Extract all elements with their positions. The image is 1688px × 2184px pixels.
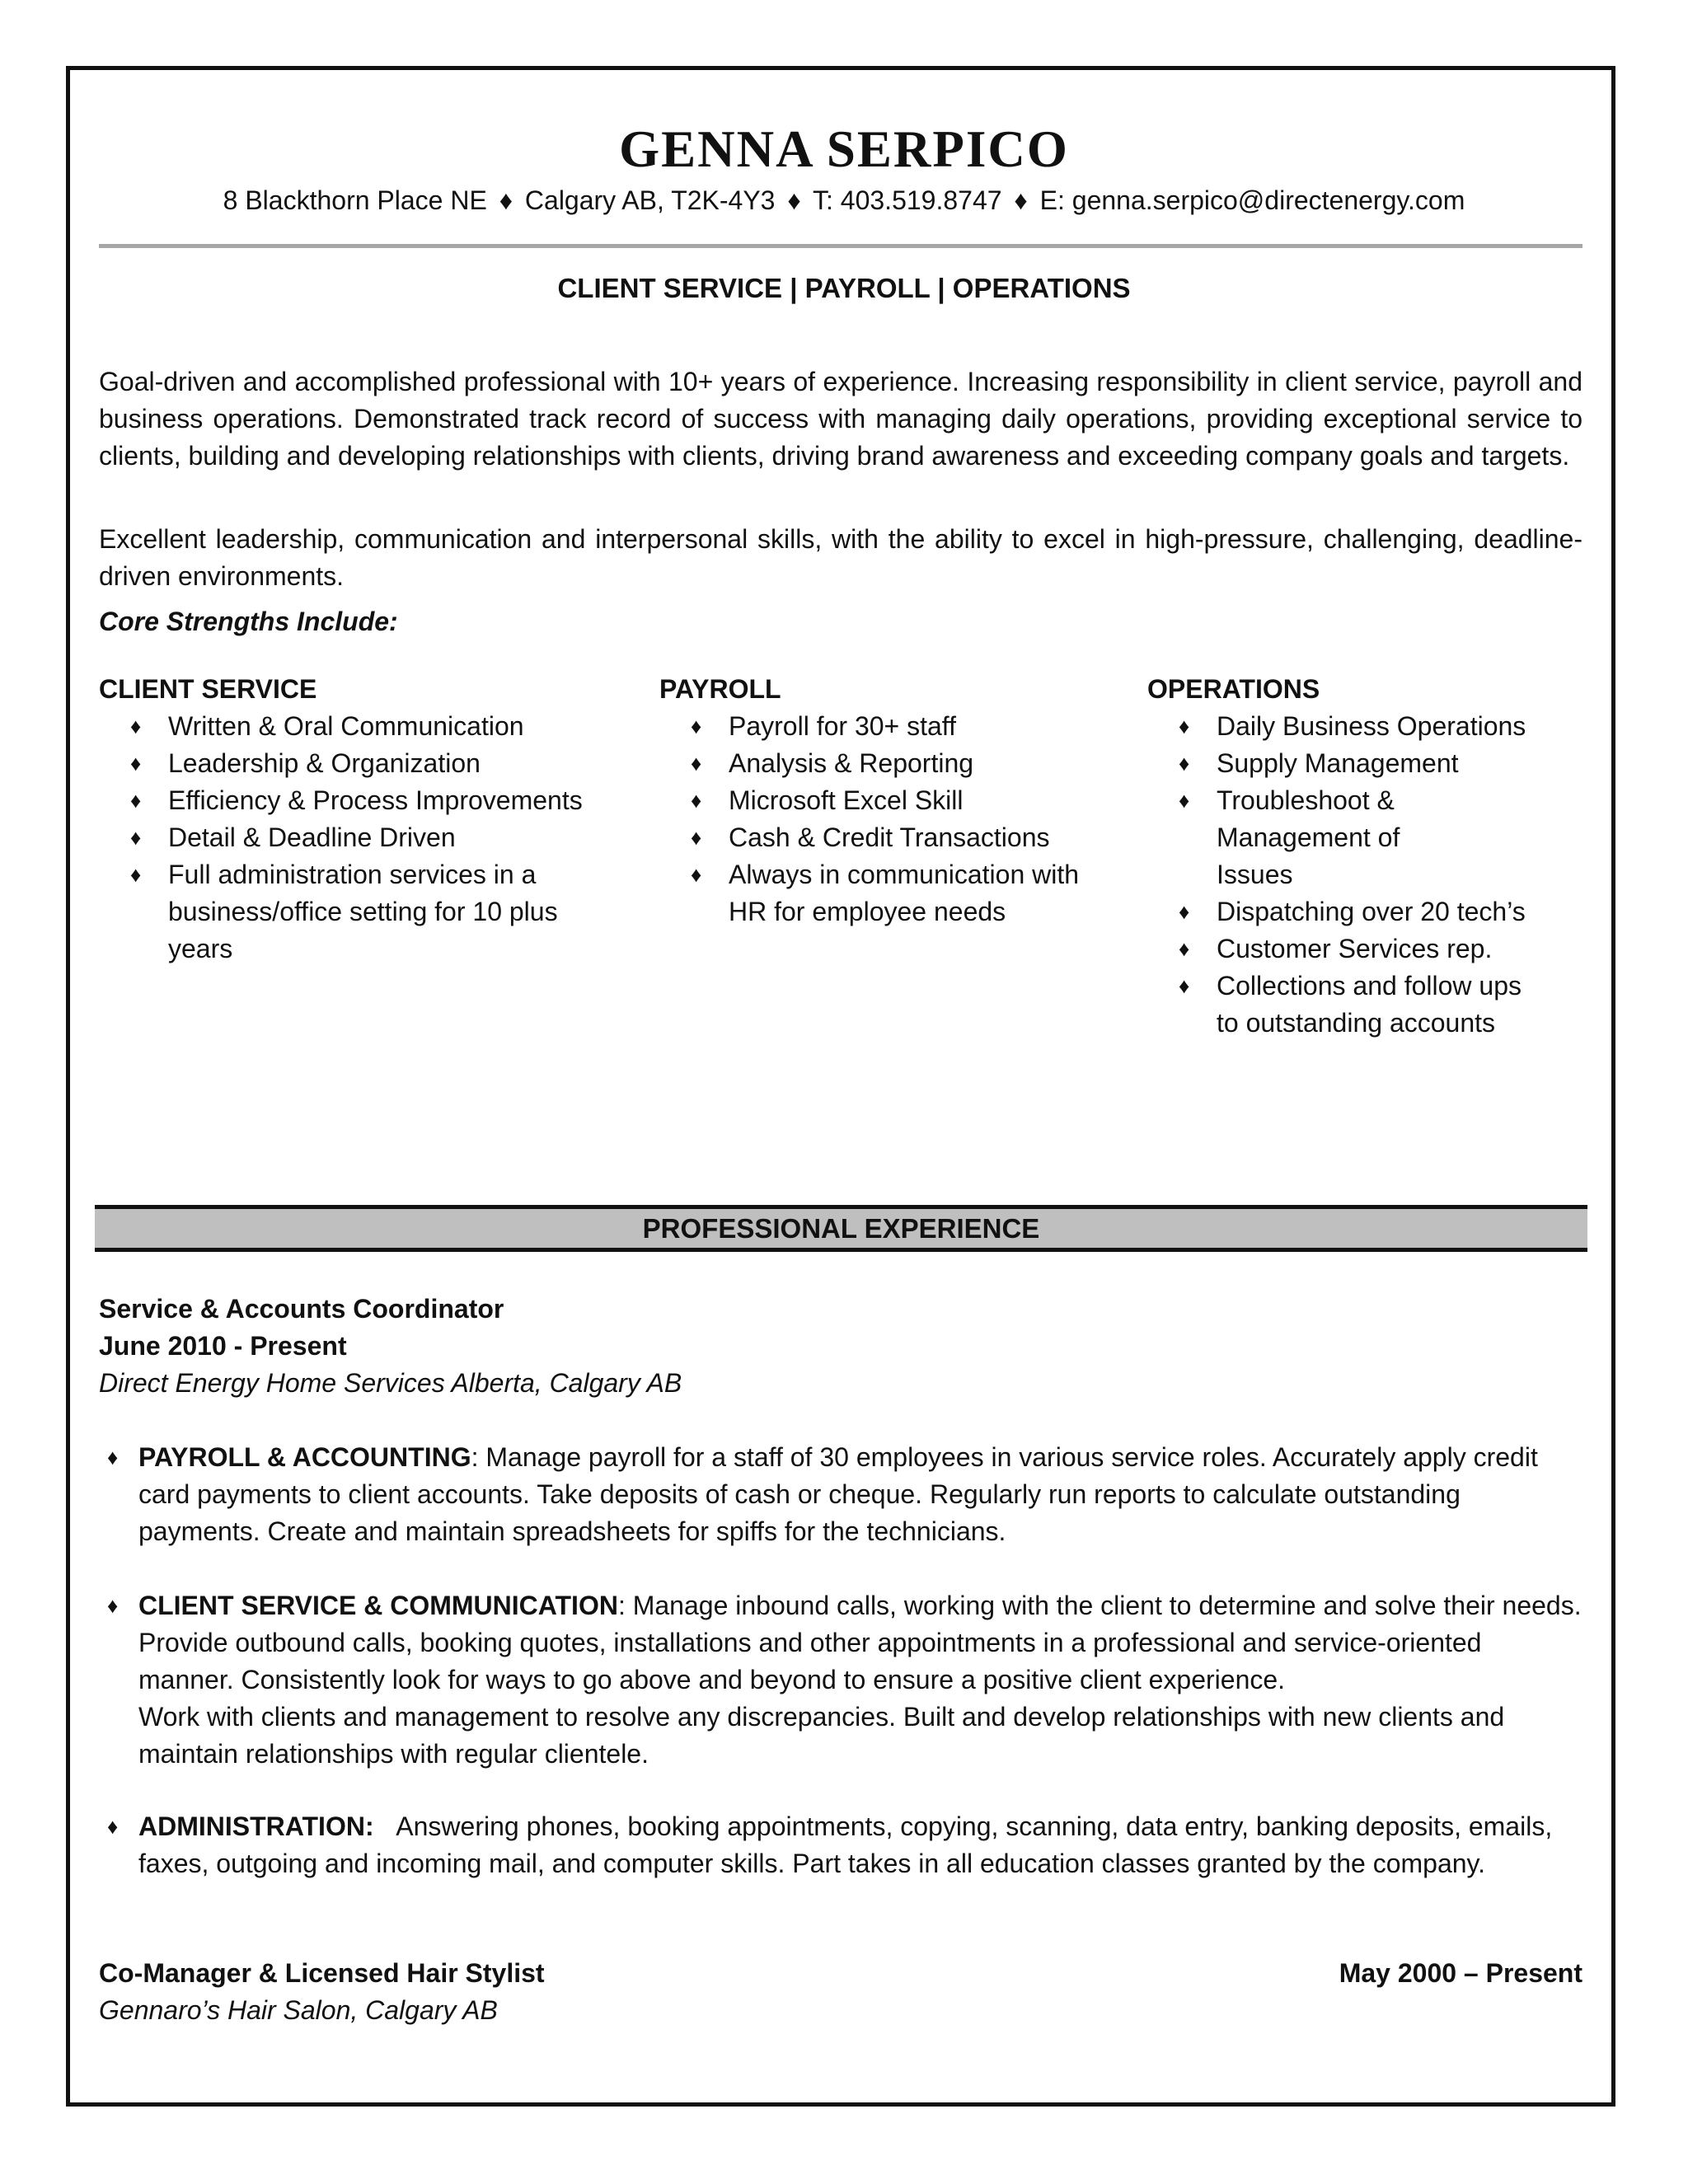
- list-item-text: Efficiency & Process Improvements: [168, 785, 583, 815]
- summary-paragraph-2: Excellent leadership, communication and interpersonal skills, with the ability to excel in high-pressure, challenging, deadline-driven environments.: [99, 524, 1582, 591]
- core-strengths-title: Core Strengths Include:: [99, 607, 398, 636]
- list-item-text: Written & Oral Communication: [168, 711, 524, 741]
- responsibility-payroll: [99, 1439, 1582, 1550]
- diamond-bullet-icon: ♦: [130, 825, 142, 850]
- list-item-text: Supply Management: [1217, 748, 1459, 778]
- list-item: [99, 708, 626, 745]
- list-item: [1147, 968, 1576, 1042]
- contact-line: [0, 184, 1688, 217]
- list-item-text: Customer Services rep.: [1217, 934, 1493, 963]
- list-item: [659, 856, 1121, 930]
- responsibility-label: ADMINISTRATION:: [138, 1811, 374, 1841]
- diamond-bullet-icon: ♦: [130, 714, 142, 738]
- list-item: [1147, 745, 1576, 782]
- strengths-list: [1147, 708, 1576, 1042]
- diamond-bullet-icon: ♦: [1179, 973, 1190, 998]
- strengths-heading: CLIENT SERVICE: [99, 674, 317, 704]
- list-item: [99, 782, 626, 819]
- list-item-text: Detail & Deadline Driven: [168, 823, 456, 852]
- list-item-text: Analysis & Reporting: [729, 748, 974, 778]
- list-item-text: Dispatching over 20 tech’s: [1217, 897, 1526, 926]
- responsibility-label: CLIENT SERVICE & COMMUNICATION: [138, 1591, 618, 1620]
- diamond-separator-icon: ♦: [1014, 185, 1028, 215]
- diamond-bullet-icon: ♦: [130, 862, 142, 887]
- responsibility-description: Answering phones, booking appointments, copying, scanning, data entry, banking deposits, emails, faxes, outgoing and incoming mail, and computer skills. Part takes in all education classes granted by the company.: [138, 1811, 1553, 1878]
- diamond-bullet-icon: ♦: [1179, 899, 1190, 924]
- list-item: [1147, 708, 1576, 745]
- list-item: [99, 819, 626, 856]
- diamond-bullet-icon: ♦: [107, 1814, 119, 1839]
- job-dates: June 2010 - Present: [99, 1331, 347, 1361]
- city: Calgary AB, T2K-4Y3: [524, 185, 776, 215]
- list-item: [1147, 893, 1576, 930]
- address: 8 Blackthorn Place NE: [223, 185, 487, 215]
- list-item-text: Collections and follow ups to outstanding accounts: [1217, 971, 1522, 1038]
- strengths-column-payroll: [659, 671, 1121, 930]
- diamond-bullet-icon: ♦: [1179, 936, 1190, 961]
- strengths-heading: OPERATIONS: [1147, 674, 1320, 704]
- list-item-text: Leadership & Organization: [168, 748, 481, 778]
- list-item-text: Cash & Credit Transactions: [729, 823, 1050, 852]
- diamond-bullet-icon: ♦: [691, 714, 702, 738]
- responsibility-text: [99, 1587, 1582, 1699]
- responsibility-administration: [99, 1808, 1582, 1882]
- list-item: [1147, 782, 1576, 893]
- list-item-text: Payroll for 30+ staff: [729, 711, 956, 741]
- diamond-separator-icon: ♦: [787, 185, 801, 215]
- list-item: [99, 856, 626, 968]
- list-item-text: Troubleshoot & Management of Issues: [1217, 785, 1400, 889]
- tagline: CLIENT SERVICE | PAYROLL | OPERATIONS: [557, 273, 1131, 303]
- list-item: [659, 745, 1121, 782]
- diamond-bullet-icon: ♦: [691, 751, 702, 776]
- list-item-text: Always in communication with HR for employee needs: [729, 860, 1080, 926]
- header-divider: [99, 244, 1582, 248]
- responsibility-description: : Manage payroll for a staff of 30 employees in various service roles. Accurately apply credit card payments to client accounts. Take deposits of cash or cheque. Regularly run reports to calculate outstanding payments. Create and maintain spreadsheets for spiffs for the technicians.: [138, 1442, 1538, 1546]
- list-item: [659, 708, 1121, 745]
- responsibility-text: [99, 1439, 1582, 1550]
- responsibility-description-continued: Work with clients and management to resolve any discrepancies. Built and develop relationships with new clients and maintain relationships with regular clientele.: [138, 1702, 1505, 1769]
- diamond-bullet-icon: ♦: [691, 862, 702, 887]
- job-dates: May 2000 – Present: [1339, 1958, 1582, 1988]
- diamond-bullet-icon: ♦: [1179, 751, 1190, 776]
- diamond-bullet-icon: ♦: [691, 825, 702, 850]
- responsibility-client-service: [99, 1587, 1582, 1773]
- strengths-column-client-service: [99, 671, 626, 968]
- list-item-text: Daily Business Operations: [1217, 711, 1526, 741]
- list-item-text: Microsoft Excel Skill: [729, 785, 964, 815]
- strengths-column-operations: [1147, 671, 1576, 1042]
- diamond-bullet-icon: ♦: [1179, 788, 1190, 813]
- job-title: Service & Accounts Coordinator: [99, 1294, 504, 1324]
- strengths-list: [99, 708, 626, 968]
- list-item: [1147, 930, 1576, 968]
- candidate-name: GENNA SERPICO: [619, 120, 1069, 178]
- diamond-bullet-icon: ♦: [107, 1593, 119, 1618]
- responsibility-label: PAYROLL & ACCOUNTING: [138, 1442, 471, 1472]
- diamond-bullet-icon: ♦: [130, 751, 142, 776]
- responsibility-text: [99, 1808, 1582, 1882]
- job-company: Gennaro’s Hair Salon, Calgary AB: [99, 1995, 498, 2025]
- list-item: [659, 819, 1121, 856]
- summary-paragraph-1: Goal-driven and accomplished professional with 10+ years of experience. Increasing responsibility in client service, payroll and business operations. Demonstrated track record of success with managing daily operations, providing exceptional service to clients, building and developing relationships with clients, driving brand awareness and exceeding company goals and targets.: [99, 367, 1582, 471]
- strengths-list: [659, 708, 1121, 930]
- job-title: Co-Manager & Licensed Hair Stylist: [99, 1958, 545, 1988]
- diamond-bullet-icon: ♦: [107, 1445, 119, 1469]
- diamond-separator-icon: ♦: [499, 185, 513, 215]
- list-item-text: Full administration services in a business/office setting for 10 plus years: [168, 860, 558, 963]
- responsibility-description: : Manage inbound calls, working with the client to determine and solve their needs. Provide outbound calls, booking quotes, installations and other appointments in a professional and service-oriented manner. Consistently look for ways to go above and beyond to ensure a positive client experience.: [138, 1591, 1582, 1694]
- email: E: genna.serpico@directenergy.com: [1039, 185, 1465, 215]
- diamond-bullet-icon: ♦: [1179, 714, 1190, 738]
- diamond-bullet-icon: ♦: [130, 788, 142, 813]
- list-item: [659, 782, 1121, 819]
- section-header-experience: PROFESSIONAL EXPERIENCE: [95, 1205, 1587, 1252]
- list-item: [99, 745, 626, 782]
- diamond-bullet-icon: ♦: [691, 788, 702, 813]
- strengths-heading: PAYROLL: [659, 674, 781, 704]
- phone: T: 403.519.8747: [813, 185, 1002, 215]
- job-company: Direct Energy Home Services Alberta, Calgary AB: [99, 1368, 682, 1398]
